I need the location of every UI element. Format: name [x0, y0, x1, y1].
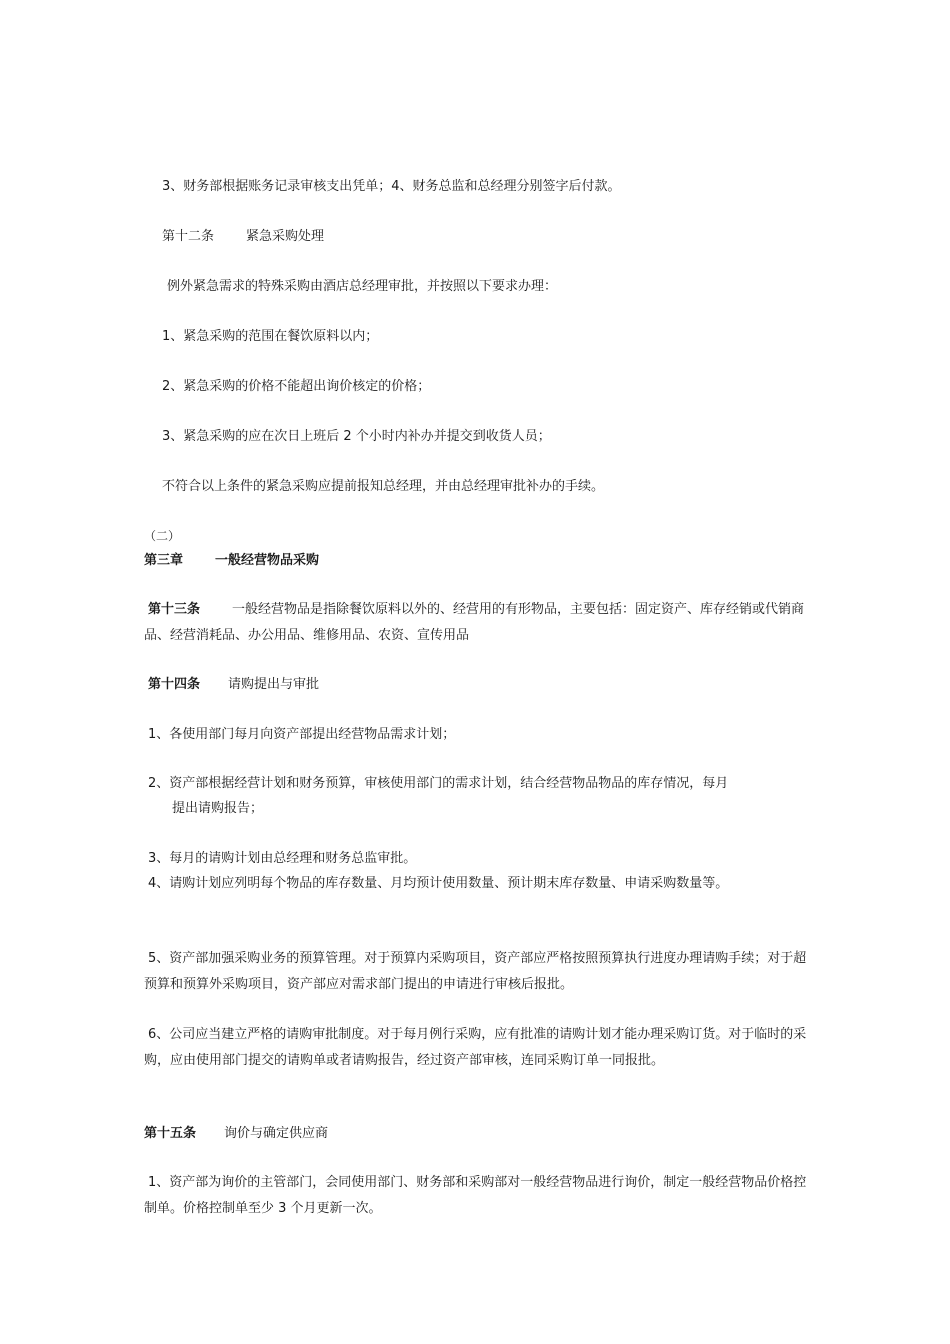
- article-14-heading: [148, 676, 319, 694]
- chapter-3-heading: [144, 552, 319, 570]
- paragraph-line-1: 3、财务部根据账务记录审核支出凭单；4、财务总监和总经理分别签字后付款。: [162, 179, 621, 194]
- paragraph-line-5: 2、紧急采购的价格不能超出询价核定的价格；: [162, 379, 431, 394]
- article-14-label: 第十四条: [148, 677, 201, 692]
- section-number: （二）: [144, 529, 181, 543]
- article-12-label: 第十二条: [162, 229, 215, 244]
- paragraph-line-4: 1、紧急采购的范围在餐饮原料以内；: [162, 329, 379, 344]
- paragraph-line-3: 例外紧急需求的特殊采购由酒店总经理审批，并按照以下要求办理：: [167, 279, 558, 294]
- item-4: 4、请购计划应列明每个物品的库存数量、月均预计使用数量、预计期末库存数量、申请采购数量等。: [148, 876, 729, 891]
- article-15-title: 询价与确定供应商: [224, 1126, 329, 1141]
- article-12-title: 紧急采购处理: [246, 229, 325, 244]
- chapter-3-label: 第三章: [144, 553, 184, 568]
- item-3: 3、每月的请购计划由总经理和财务总监审批。: [148, 851, 417, 866]
- paragraph-line-6: 3、紧急采购的应在次日上班后 2 个小时内补办并提交到收货人员；: [162, 429, 551, 444]
- item-6-paragraph: 6、公司应当建立严格的请购审批制度。对于每月例行采购，应有批准的请购计划才能办理采购订货。对于临时的采购，应由使用部门提交的请购单或者请购报告，经过资产部审核，连同采购订单一同报批。: [144, 1027, 807, 1068]
- article-13-text: 一般经营物品是指除餐饮原料以外的、经营用的有形物品，主要包括：固定资产、库存经销或代销商品、经营消耗品、办公用品、维修用品、农资、宣传用品: [144, 602, 805, 643]
- article-15-item-1: 1、资产部为询价的主管部门，会同使用部门、财务部和采购部对一般经营物品进行询价，制定一般经营物品价格控制单。价格控制单至少 3 个月更新一次。: [144, 1175, 807, 1216]
- article-15-label: 第十五条: [144, 1126, 197, 1141]
- article-14-title: 请购提出与审批: [228, 677, 320, 692]
- item-5-paragraph: 5、资产部加强采购业务的预算管理。对于预算内采购项目，资产部应严格按照预算执行进度办理请购手续；对于超预算和预算外采购项目，资产部应对需求部门提出的申请进行审核后报批。: [144, 951, 807, 992]
- item-2-line-2: 提出请购报告；: [172, 801, 264, 816]
- chapter-3-title: 一般经营物品采购: [215, 553, 320, 568]
- item-2-line-1: 2、资产部根据经营计划和财务预算，审核使用部门的需求计划，结合经营物品物品的库存情况，每月: [148, 776, 729, 791]
- article-12-heading: [162, 228, 324, 246]
- article-13-label: 第十三条: [148, 602, 201, 617]
- article-15-heading: [144, 1125, 328, 1143]
- paragraph-line-7: 不符合以上条件的紧急采购应提前报知总经理，并由总经理审批补办的手续。: [162, 479, 605, 494]
- article-13-paragraph: [144, 597, 809, 649]
- item-1: 1、各使用部门每月向资产部提出经营物品需求计划；: [148, 727, 456, 742]
